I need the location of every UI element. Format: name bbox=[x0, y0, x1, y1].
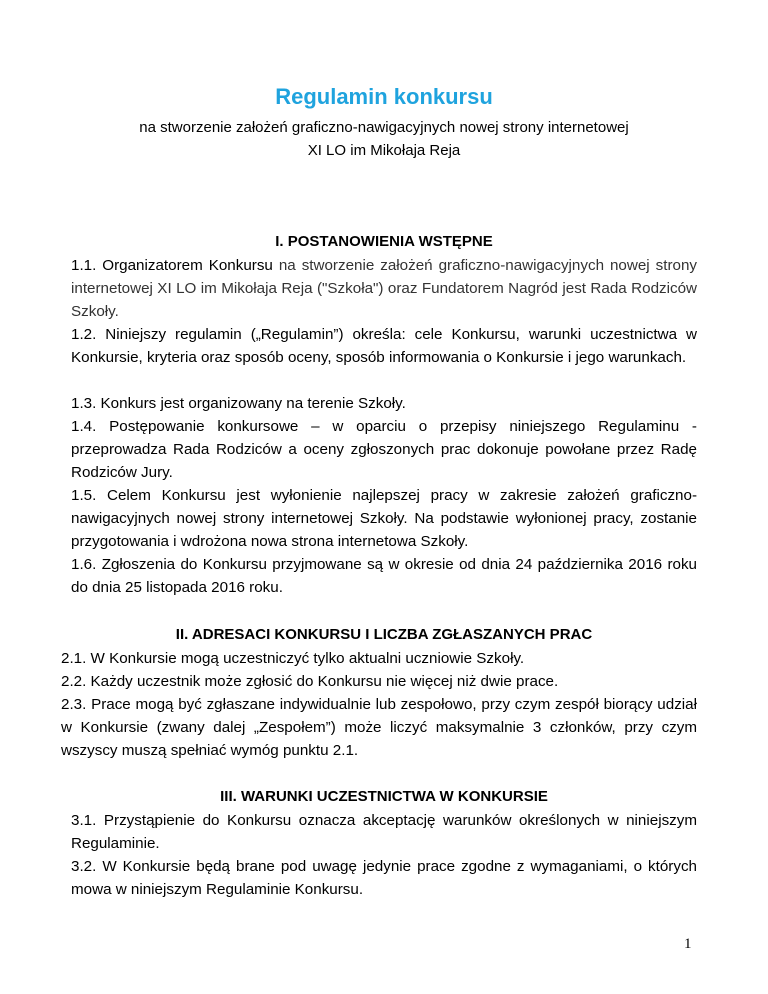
paragraph-2-1: 2.1. W Konkursie mogą uczestniczyć tylko aktualni uczniowie Szkoły. bbox=[61, 650, 525, 667]
subtitle-line-2: XI LO im Mikołaja Reja bbox=[307, 142, 461, 159]
paragraph-1-6: 1.6. Zgłoszenia do Konkursu przyjmowane są w okresie od dnia 24 października 2016 roku do dnia 25 listopada 2016 roku. bbox=[71, 556, 697, 596]
paragraph-1-1-lead: 1.1. Organizatorem Konkursu bbox=[71, 257, 273, 274]
section-2-heading: II. ADRESACI KONKURSU I LICZBA ZGŁASZANYCH PRAC bbox=[175, 626, 593, 643]
paragraph-3-1: 3.1. Przystąpienie do Konkursu oznacza akceptację warunków określonych w niniejszym Regulaminie. bbox=[71, 812, 697, 852]
paragraph-2-3: 2.3. Prace mogą być zgłaszane indywidualnie lub zespołowo, przy czym zespół biorący udział w Konkursie (zwany dalej „Zespołem”) może liczyć maksymalnie 3 członków, przy czym wszyscy muszą spełniać wymóg punktu 2.1. bbox=[61, 696, 697, 759]
section-1-heading: I. POSTANOWIENIA WSTĘPNE bbox=[275, 233, 493, 250]
section-3-heading: III. WARUNKI UCZESTNICTWA W KONKURSIE bbox=[220, 788, 548, 805]
paragraph-1-5: 1.5. Celem Konkursu jest wyłonienie najlepszej pracy w zakresie założeń graficzno-nawigacyjnych nowej strony internetowej Szkoły. Na podstawie wyłonionej pracy, zostanie przygotowania i wdrożona nowa strona internetowa Szkoły. bbox=[71, 487, 697, 550]
page-title: Regulamin konkursu bbox=[275, 84, 493, 109]
paragraph-1-2: 1.2. Niniejszy regulamin („Regulamin”) określa: cele Konkursu, warunki uczestnictwa w Konkursie, kryteria oraz sposób oceny, sposób informowania o Konkursie i jego warunkach. bbox=[71, 326, 697, 366]
paragraph-1-4: 1.4. Postępowanie konkursowe – w oparciu o przepisy niniejszego Regulaminu - przeprowadza Rada Rodziców a oceny zgłoszonych prac dokonuje powołane przez Radę Rodziców Jury. bbox=[71, 418, 697, 481]
page-number: 1 bbox=[684, 936, 692, 952]
paragraph-1-3: 1.3. Konkurs jest organizowany na terenie Szkoły. bbox=[71, 395, 406, 412]
subtitle-line-1: na stworzenie założeń graficzno-nawigacyjnych nowej strony internetowej bbox=[139, 119, 629, 136]
paragraph-1-1 bbox=[71, 255, 697, 323]
paragraph-3-2: 3.2. W Konkursie będą brane pod uwagę jedynie prace zgodne z wymaganiami, o których mowa w niniejszym Regulaminie Konkursu. bbox=[71, 858, 697, 898]
paragraph-2-2: 2.2. Każdy uczestnik może zgłosić do Konkursu nie więcej niż dwie prace. bbox=[61, 673, 559, 690]
paragraph-1-1-rest: na stworzenie założeń graficzno-nawigacyjnych nowej strony internetowej XI LO im Mikołaja Reja ("Szkoła") oraz Fundatorem Nagród jest Rada Rodziców Szkoły. bbox=[71, 257, 697, 320]
